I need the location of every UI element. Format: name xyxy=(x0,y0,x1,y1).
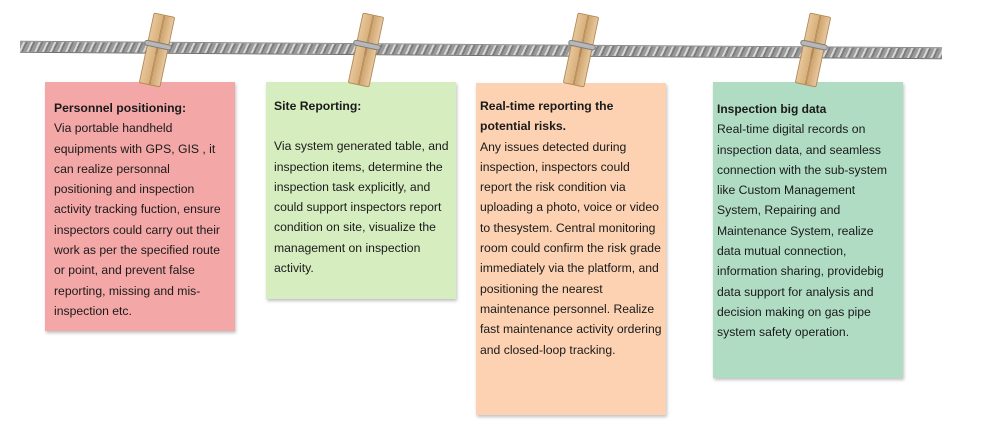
note-body: Any issues detected during inspection, inspectors could report the risk condition via uploading a photo, voice or video to thesystem. Central monitoring room could confirm the risk grade immediately via the platform, and positioning the nearest maintenance personnel. Realize fast maintenance activity ordering and closed-loop tracking. xyxy=(480,139,662,357)
note-title: Site Reporting: xyxy=(274,99,362,113)
note-real-time-reporting xyxy=(476,83,666,415)
note-title: Real-time reporting the potential risks. xyxy=(480,99,614,134)
note-body: Via portable handheld equipments with GPS, GIS , it can realize personnal positioning and inspection activity tracking fuction, ensure inspectors could carry out their work as per the specified route or point, and prevent false reporting, missing and mis-inspection etc. xyxy=(54,121,221,318)
note-site-reporting xyxy=(266,82,456,299)
note-title: Personnel positioning: xyxy=(54,101,187,115)
note-body: Via system generated table, and inspection items, determine the inspection task explicitly, and could support inspectors report condition on site, visualize the management on inspection activity. xyxy=(274,139,449,276)
note-body: Real-time digital records on inspection data, and seamless connection with the sub-system like Custom Management System, Repairing and Maintenance System, realize data mutual connection, information sharing, providebig data support for analysis and decision making on gas pipe system safety operation. xyxy=(717,122,888,340)
note-personnel-positioning xyxy=(45,82,235,331)
note-inspection-big-data xyxy=(713,82,903,378)
note-title: Inspection big data xyxy=(717,102,827,116)
